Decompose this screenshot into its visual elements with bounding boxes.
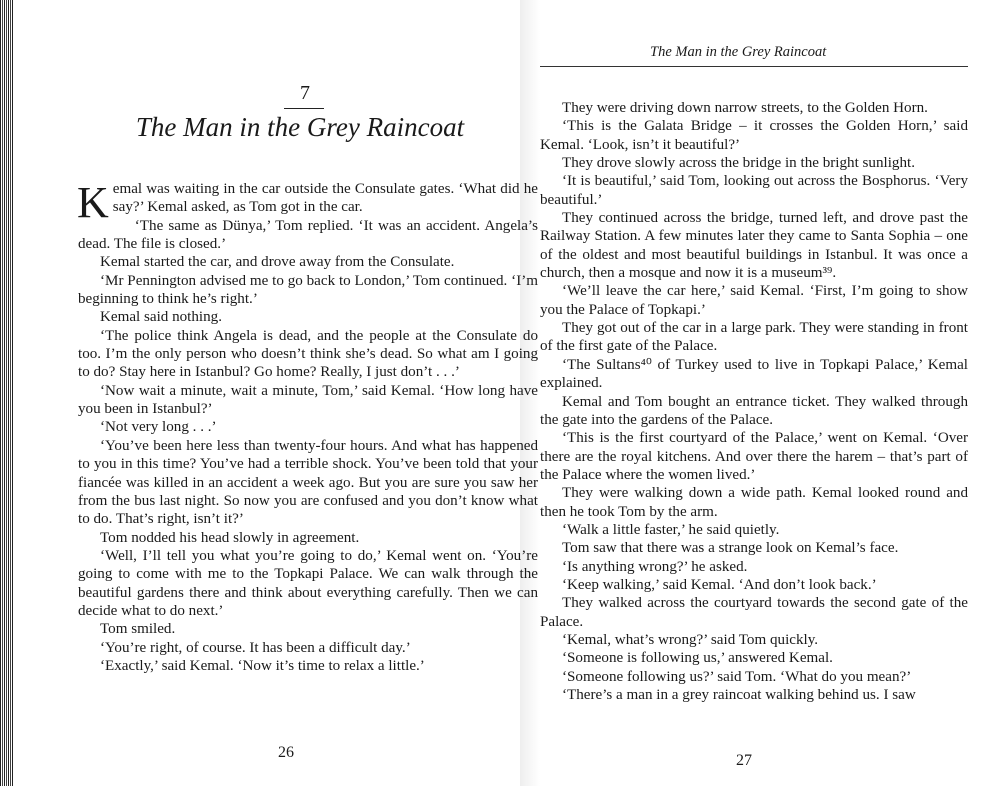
paragraph-text: They continued across the bridge, turned left, and drove past the Railway Station. A few minutes later they came to Santa Sophia – one of the oldest and most beautiful buildings in Istanbul. It was once a church, then a mosque and now it is a museum³⁹. [540, 210, 968, 282]
paragraph-text: ‘We’ll leave the car here,’ said Kemal. ‘First, I’m going to show you the Palace of Topkapi.’ [540, 283, 968, 318]
paragraph-text: ‘You’ve been here less than twenty-four hours. And what has happened to you in this time? You’ve had a terrible shock. You’ve been told that your fiancée was killed in an accident a week ago. But you are sure you saw her from the bus last night. So now you are confused and you don’t know what to do. That’s right, isn’t it?’ [78, 437, 538, 528]
paragraph [78, 639, 538, 657]
paragraph-text: ‘Is anything wrong?’ he asked. [562, 558, 748, 575]
paragraph [78, 272, 538, 309]
paragraph [540, 686, 968, 704]
paragraph-text: Kemal said nothing. [100, 309, 222, 326]
paragraph-text: emal was waiting in the car outside the Consulate gates. ‘What did he say?’ Kemal asked, as Tom got in the car. [112, 181, 538, 216]
paragraph [540, 484, 968, 521]
paragraph-text: Tom saw that there was a strange look on Kemal’s face. [562, 540, 899, 557]
paragraph-text: ‘Keep walking,’ said Kemal. ‘And don’t look back.’ [562, 576, 877, 593]
paragraph-text: ‘The police think Angela is dead, and the people at the Consulate do too. I’m the only person who doesn’t think she’s dead. So what am I going to do? Stay here in Istanbul? Go home? Really, I just don’t . . .’ [78, 327, 538, 381]
header-rule [540, 66, 968, 67]
paragraph [540, 319, 968, 356]
chapter-number-underline [284, 108, 324, 109]
chapter-title: The Man in the Grey Raincoat [135, 112, 465, 142]
paragraph [540, 282, 968, 319]
paragraph-text: ‘It is beautiful,’ said Tom, looking out across the Bosphorus. ‘Very beautiful.’ [540, 173, 968, 208]
paragraph [540, 631, 968, 649]
paragraph-text: They were walking down a wide path. Kemal looked round and then he took Tom by the arm. [540, 485, 968, 520]
book-spine-edge [0, 0, 14, 786]
paragraph [540, 429, 968, 484]
paragraph [540, 539, 968, 557]
drop-cap: K [77, 178, 109, 227]
page-number-left: 26 [278, 744, 294, 761]
chapter-number: 7 [300, 82, 310, 104]
paragraph [540, 668, 968, 686]
paragraph-text: They were driving down narrow streets, to the Golden Horn. [562, 100, 928, 116]
paragraph-text: ‘Now wait a minute, wait a minute, Tom,’ said Kemal. ‘How long have you been in Istanbul?’ [78, 382, 538, 418]
right-page [540, 0, 990, 786]
paragraph-text: Kemal and Tom bought an entrance ticket. They walked through the gate into the gardens of the Palace. [540, 393, 968, 428]
paragraph [540, 594, 968, 631]
paragraph-text: ‘Walk a little faster,’ he said quietly. [562, 521, 780, 538]
paragraph-text: ‘Not very long . . .’ [100, 419, 217, 436]
left-page [20, 0, 538, 786]
paragraph [78, 657, 538, 675]
paragraph-text: ‘This is the first courtyard of the Palace,’ went on Kemal. ‘Over there are the royal kitchens. And over there the harem – that’s part of the Palace where the women lived.’ [540, 430, 968, 483]
paragraph [540, 99, 968, 117]
paragraph [540, 356, 968, 393]
paragraph [77, 178, 538, 227]
paragraph [540, 209, 968, 282]
paragraph-text: ‘Someone is following us,’ answered Kemal. [562, 650, 833, 667]
paragraph-text: Tom nodded his head slowly in agreement. [100, 529, 360, 546]
paragraph-text: ‘There’s a man in a grey raincoat walking behind us. I saw [562, 687, 916, 703]
paragraph [540, 649, 968, 667]
paragraph-text: ‘Someone following us?’ said Tom. ‘What do you mean?’ [562, 668, 912, 685]
paragraph [78, 308, 538, 326]
paragraph-text: ‘You’re right, of course. It has been a difficult day.’ [100, 639, 411, 656]
paragraph-text: ‘Mr Pennington advised me to go back to London,’ Tom continued. ‘I’m beginning to think he’s right.’ [78, 272, 538, 308]
paragraph [78, 418, 538, 436]
paragraph [540, 576, 968, 594]
paragraph [78, 382, 538, 419]
paragraph [540, 154, 968, 172]
paragraph [540, 521, 968, 539]
paragraph-text: ‘The same as Dünya,’ Tom replied. ‘It was an accident. Angela’s dead. The file is closed.’ [78, 217, 538, 253]
paragraph-text: They got out of the car in a large park. They were standing in front of the first gate of the Palace. [540, 320, 968, 355]
paragraph-text: They walked across the courtyard towards the second gate of the Palace. [540, 595, 968, 630]
paragraph [78, 547, 538, 620]
paragraph [78, 529, 538, 547]
right-page-body [540, 99, 968, 704]
paragraph-text: ‘Exactly,’ said Kemal. ‘Now it’s time to relax a little.’ [100, 657, 425, 674]
paragraph [540, 117, 968, 154]
paragraph [78, 620, 538, 638]
paragraph [540, 172, 968, 209]
left-page-body [78, 180, 538, 675]
paragraph [78, 217, 538, 254]
running-header: The Man in the Grey Raincoat [650, 44, 827, 60]
paragraph-text: They drove slowly across the bridge in the bright sunlight. [562, 155, 915, 172]
paragraph-text: ‘Kemal, what’s wrong?’ said Tom quickly. [562, 631, 819, 648]
paragraph [78, 327, 538, 382]
paragraph-text: ‘Well, I’ll tell you what you’re going to do,’ Kemal went on. ‘You’re going to come with me to the Topkapi Palace. We can walk through the beautiful gardens there and think about everything carefully. Then we can decide what to do next.’ [78, 547, 538, 619]
paragraph-text: Kemal started the car, and drove away from the Consulate. [100, 254, 455, 271]
paragraph-text: Tom smiled. [100, 621, 176, 638]
paragraph [540, 558, 968, 576]
page-number-right: 27 [736, 752, 752, 769]
paragraph [540, 393, 968, 430]
paragraph-text: ‘This is the Galata Bridge – it crosses the Golden Horn,’ said Kemal. ‘Look, isn’t it beautiful?’ [540, 118, 968, 153]
paragraph [78, 437, 538, 529]
paragraph-text: ‘The Sultans⁴⁰ of Turkey used to live in Topkapi Palace,’ Kemal explained. [540, 356, 968, 392]
paragraph [78, 253, 538, 271]
